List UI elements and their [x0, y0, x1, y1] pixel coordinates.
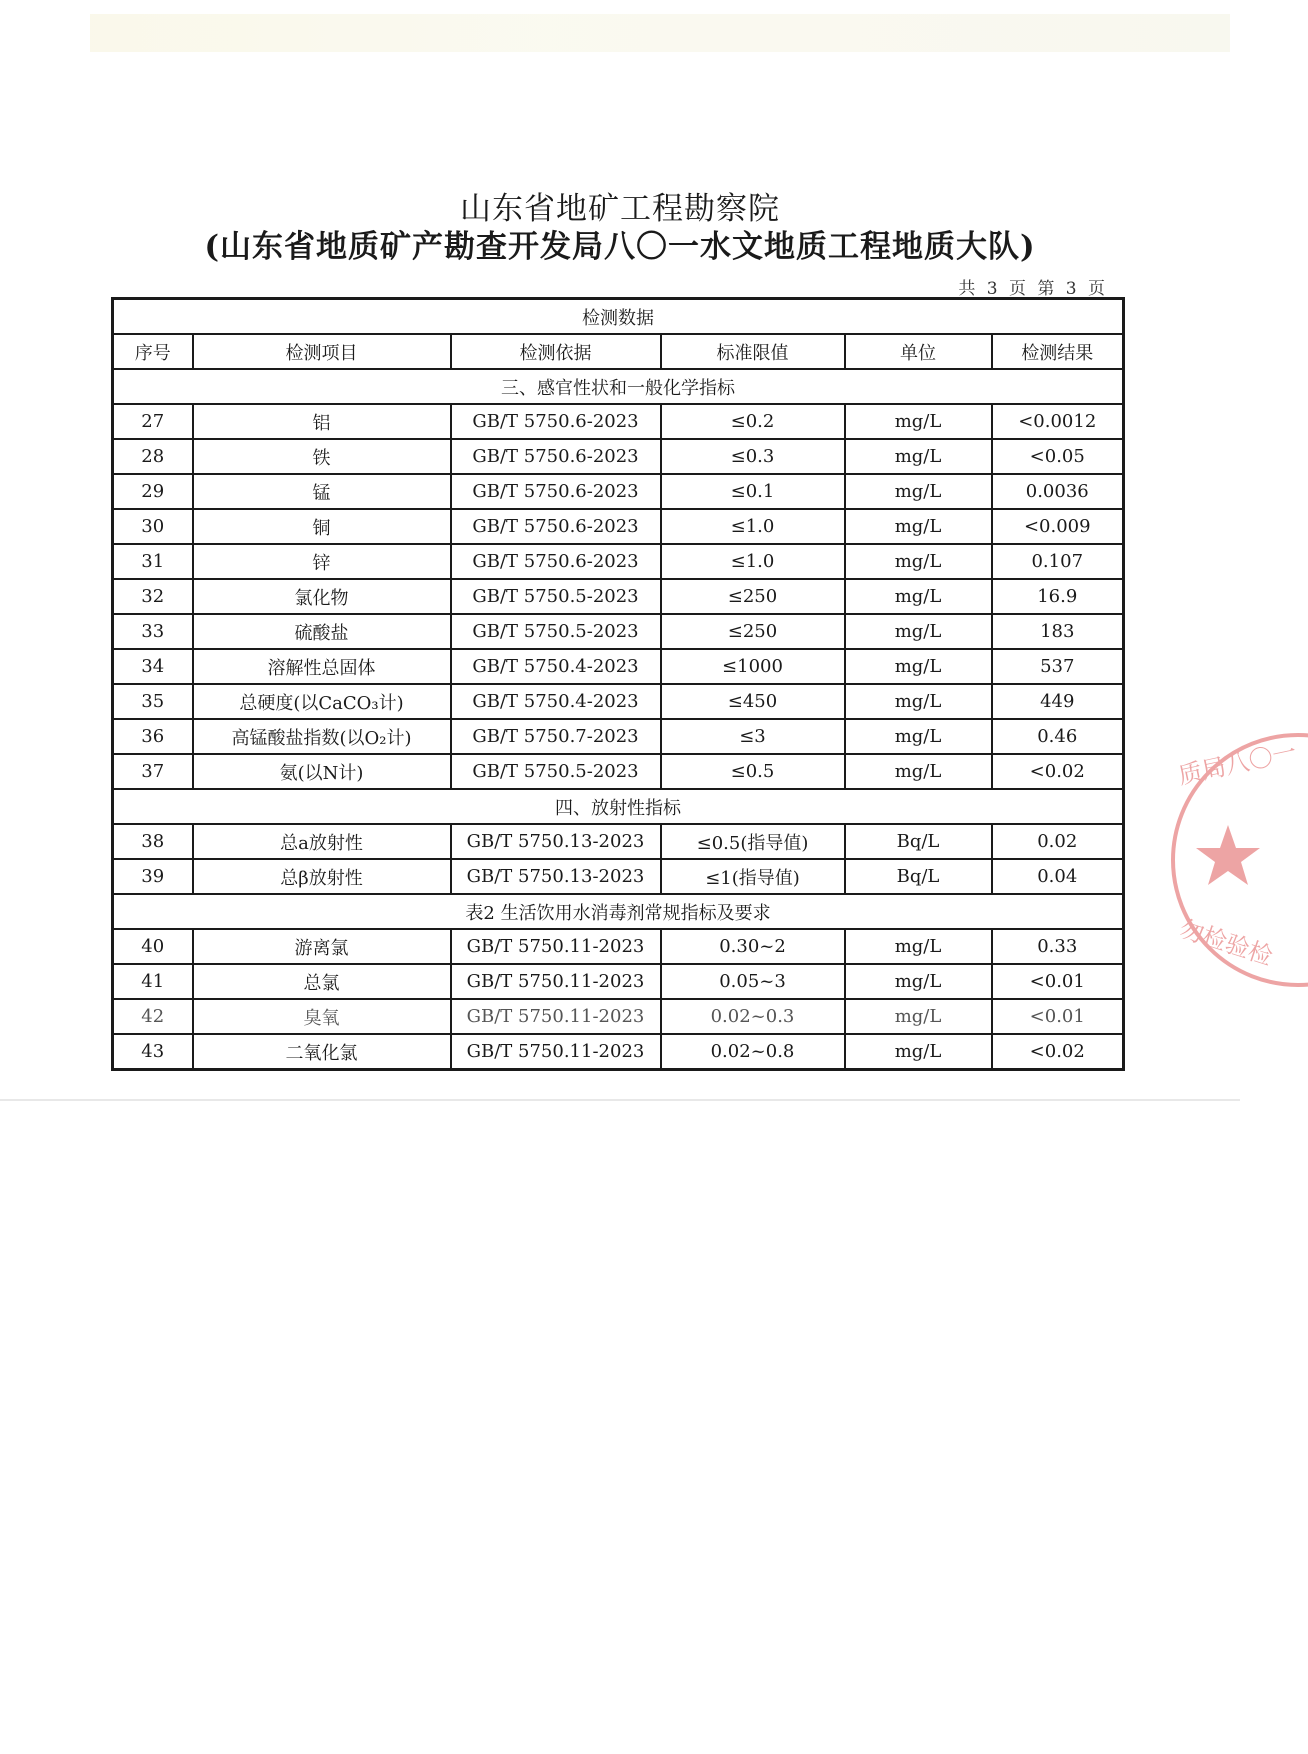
cell-result: <0.01	[992, 999, 1124, 1034]
table-title-row	[113, 299, 1124, 335]
cell-unit: mg/L	[845, 719, 992, 754]
official-seal-stamp	[1168, 737, 1308, 980]
cell-item: 硫酸盐	[193, 614, 451, 649]
section-title: 三、感官性状和一般化学指标	[113, 369, 1124, 404]
cell-result: 0.02	[992, 824, 1124, 859]
cell-item: 总硬度(以CaCO₃计)	[193, 684, 451, 719]
cell-unit: mg/L	[845, 544, 992, 579]
table-row	[113, 754, 1124, 789]
table-row	[113, 859, 1124, 894]
table-row	[113, 544, 1124, 579]
cell-limit: 0.02~0.8	[661, 1034, 845, 1070]
cell-limit: ≤250	[661, 579, 845, 614]
scan-artifact-line	[0, 1099, 1240, 1101]
cell-limit: ≤0.1	[661, 474, 845, 509]
section-row	[113, 789, 1124, 824]
cell-item: 溶解性总固体	[193, 649, 451, 684]
cell-result: 183	[992, 614, 1124, 649]
cell-item: 高锰酸盐指数(以O₂计)	[193, 719, 451, 754]
column-header-no: 序号	[113, 334, 193, 369]
table-row	[113, 649, 1124, 684]
section-row	[113, 894, 1124, 929]
cell-unit: Bq/L	[845, 859, 992, 894]
cell-method: GB/T 5750.13-2023	[451, 859, 661, 894]
column-header-limit: 标准限值	[661, 334, 845, 369]
table-row	[113, 824, 1124, 859]
cell-item: 游离氯	[193, 929, 451, 964]
stamp-text-top: 质局八〇一	[1175, 737, 1299, 790]
cell-unit: mg/L	[845, 999, 992, 1034]
cell-no: 40	[113, 929, 193, 964]
cell-unit: mg/L	[845, 579, 992, 614]
cell-unit: mg/L	[845, 684, 992, 719]
table-row	[113, 579, 1124, 614]
stamp-text-bottom: 勿检验检	[1176, 914, 1277, 971]
cell-result: <0.009	[992, 509, 1124, 544]
cell-result: 449	[992, 684, 1124, 719]
cell-no: 28	[113, 439, 193, 474]
table-row	[113, 614, 1124, 649]
test-data-table	[111, 297, 1125, 1071]
column-header-item: 检测项目	[193, 334, 451, 369]
cell-unit: mg/L	[845, 509, 992, 544]
cell-limit: ≤250	[661, 614, 845, 649]
cell-no: 31	[113, 544, 193, 579]
cell-no: 43	[113, 1034, 193, 1070]
cell-limit: 0.02~0.3	[661, 999, 845, 1034]
cell-method: GB/T 5750.6-2023	[451, 439, 661, 474]
cell-item: 铝	[193, 404, 451, 439]
cell-method: GB/T 5750.5-2023	[451, 754, 661, 789]
cell-no: 32	[113, 579, 193, 614]
cell-item: 锌	[193, 544, 451, 579]
table-row	[113, 474, 1124, 509]
cell-limit: 0.05~3	[661, 964, 845, 999]
cell-unit: mg/L	[845, 929, 992, 964]
cell-result: 16.9	[992, 579, 1124, 614]
cell-limit: ≤3	[661, 719, 845, 754]
cell-unit: mg/L	[845, 439, 992, 474]
table-row	[113, 439, 1124, 474]
table-row	[113, 509, 1124, 544]
section-title: 表2 生活饮用水消毒剂常规指标及要求	[113, 894, 1124, 929]
table-row	[113, 719, 1124, 754]
cell-no: 33	[113, 614, 193, 649]
page-indicator: 共 3 页 第 3 页	[958, 279, 1108, 299]
cell-method: GB/T 5750.11-2023	[451, 999, 661, 1034]
cell-method: GB/T 5750.5-2023	[451, 579, 661, 614]
cell-no: 34	[113, 649, 193, 684]
cell-item: 总氯	[193, 964, 451, 999]
table-title: 检测数据	[113, 299, 1124, 335]
cell-no: 29	[113, 474, 193, 509]
cell-no: 38	[113, 824, 193, 859]
cell-no: 37	[113, 754, 193, 789]
cell-limit: ≤450	[661, 684, 845, 719]
cell-item: 铜	[193, 509, 451, 544]
cell-no: 42	[113, 999, 193, 1034]
cell-method: GB/T 5750.7-2023	[451, 719, 661, 754]
table-row	[113, 1034, 1124, 1070]
cell-method: GB/T 5750.4-2023	[451, 649, 661, 684]
section-title: 四、放射性指标	[113, 789, 1124, 824]
cell-no: 36	[113, 719, 193, 754]
cell-item: 氯化物	[193, 579, 451, 614]
table-row	[113, 964, 1124, 999]
cell-unit: mg/L	[845, 649, 992, 684]
cell-result: 0.46	[992, 719, 1124, 754]
cell-limit: ≤1000	[661, 649, 845, 684]
cell-method: GB/T 5750.11-2023	[451, 929, 661, 964]
column-header-unit: 单位	[845, 334, 992, 369]
cell-result: <0.02	[992, 1034, 1124, 1070]
cell-limit: ≤0.2	[661, 404, 845, 439]
cell-item: 氨(以N计)	[193, 754, 451, 789]
cell-result: 0.04	[992, 859, 1124, 894]
cell-item: 铁	[193, 439, 451, 474]
cell-method: GB/T 5750.11-2023	[451, 1034, 661, 1070]
cell-unit: mg/L	[845, 404, 992, 439]
cell-unit: mg/L	[845, 614, 992, 649]
section-row	[113, 369, 1124, 404]
cell-result: <0.05	[992, 439, 1124, 474]
cell-no: 39	[113, 859, 193, 894]
table-row	[113, 404, 1124, 439]
cell-method: GB/T 5750.6-2023	[451, 474, 661, 509]
table-header-row	[113, 334, 1124, 369]
cell-method: GB/T 5750.5-2023	[451, 614, 661, 649]
cell-item: 总a放射性	[193, 824, 451, 859]
cell-item: 臭氧	[193, 999, 451, 1034]
cell-limit: 0.30~2	[661, 929, 845, 964]
cell-item: 总β放射性	[193, 859, 451, 894]
cell-unit: mg/L	[845, 964, 992, 999]
cell-method: GB/T 5750.13-2023	[451, 824, 661, 859]
cell-limit: ≤0.5(指导值)	[661, 824, 845, 859]
cell-limit: ≤1.0	[661, 544, 845, 579]
column-header-result: 检测结果	[992, 334, 1124, 369]
cell-limit: ≤0.3	[661, 439, 845, 474]
cell-method: GB/T 5750.4-2023	[451, 684, 661, 719]
scan-header-strip	[90, 14, 1230, 52]
table-row	[113, 929, 1124, 964]
cell-limit: ≤0.5	[661, 754, 845, 789]
org-title: 山东省地矿工程勘察院	[460, 191, 780, 227]
stamp-star-icon	[1196, 825, 1260, 885]
cell-no: 27	[113, 404, 193, 439]
cell-item: 锰	[193, 474, 451, 509]
cell-method: GB/T 5750.11-2023	[451, 964, 661, 999]
cell-result: 0.107	[992, 544, 1124, 579]
org-subtitle: (山东省地质矿产勘查开发局八〇一水文地质工程地质大队)	[204, 229, 1036, 265]
cell-limit: ≤1(指导值)	[661, 859, 845, 894]
cell-item: 二氧化氯	[193, 1034, 451, 1070]
column-header-method: 检测依据	[451, 334, 661, 369]
cell-unit: Bq/L	[845, 824, 992, 859]
cell-no: 41	[113, 964, 193, 999]
cell-method: GB/T 5750.6-2023	[451, 544, 661, 579]
cell-method: GB/T 5750.6-2023	[451, 509, 661, 544]
cell-no: 30	[113, 509, 193, 544]
cell-no: 35	[113, 684, 193, 719]
cell-unit: mg/L	[845, 474, 992, 509]
table-row	[113, 999, 1124, 1034]
table-row	[113, 684, 1124, 719]
cell-unit: mg/L	[845, 754, 992, 789]
cell-unit: mg/L	[845, 1034, 992, 1070]
cell-result: <0.02	[992, 754, 1124, 789]
cell-result: 0.33	[992, 929, 1124, 964]
cell-result: <0.01	[992, 964, 1124, 999]
cell-limit: ≤1.0	[661, 509, 845, 544]
cell-result: 0.0036	[992, 474, 1124, 509]
cell-result: 537	[992, 649, 1124, 684]
cell-result: <0.0012	[992, 404, 1124, 439]
cell-method: GB/T 5750.6-2023	[451, 404, 661, 439]
